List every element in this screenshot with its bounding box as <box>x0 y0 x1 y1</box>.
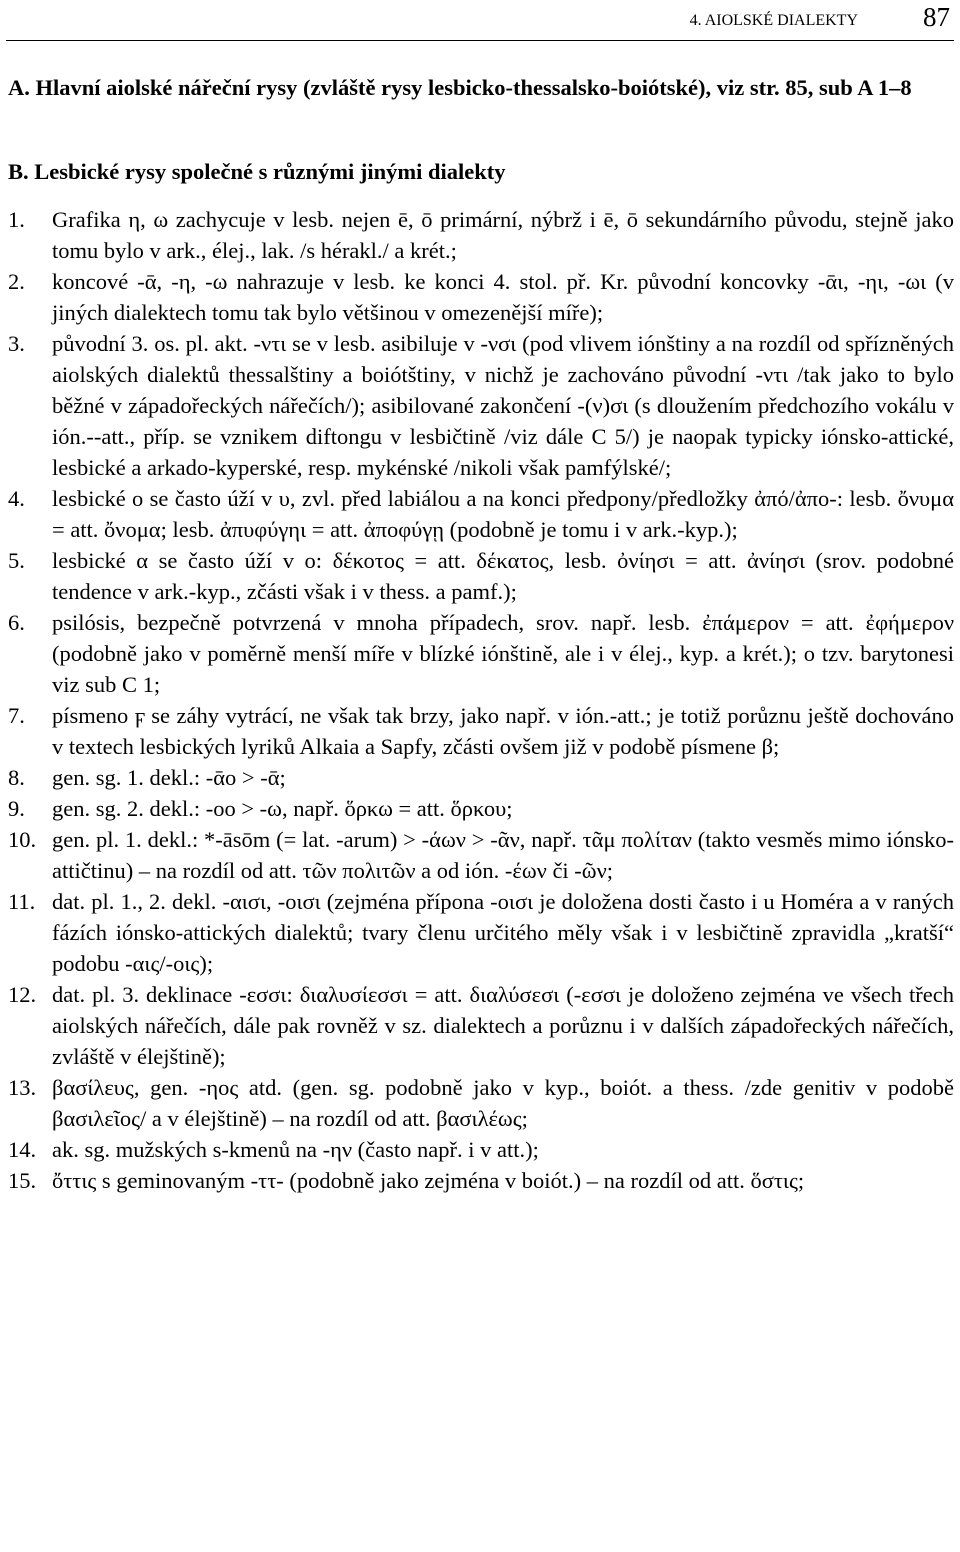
running-header <box>6 0 954 41</box>
feature-list <box>8 204 954 1196</box>
item-text: gen. sg. 2. dekl.: -οο > -ω, např. ὅρκω = att. ὅρκου; <box>52 796 513 821</box>
item-number: 12. <box>8 982 37 1007</box>
item-text: koncové -ᾱ, -η, -ω nahrazuje v lesb. ke konci 4. stol. př. Kr. původní koncovky -ᾱι, -ηι, -ωι (v jiných dialektech tomu tak bylo většinou v omezenější míře); <box>52 269 954 325</box>
item-text: lesbické ο se často úží v υ, zvl. před labiálou a na konci předpony/předložky ἀπό/ἀπο-: lesb. ὄνυμα = att. ὄνομα; lesb. ἀπυφύγηι = att. ἀποφύγῃ (podobně je tomu i v ark.-kyp.); <box>52 486 954 542</box>
list-item <box>8 607 954 700</box>
list-item <box>8 886 954 979</box>
item-number: 11. <box>8 889 36 914</box>
item-number: 9. <box>8 796 25 821</box>
item-text: ὄττις s geminovaným -ττ- (podobně jako zejména v boiót.) – na rozdíl od att. ὅστις; <box>52 1168 805 1193</box>
item-number: 4. <box>8 486 25 511</box>
item-text: dat. pl. 3. deklinace -εσσι: διαλυσίεσσι = att. διαλύσεσι (-εσσι je doloženo zejména ve všech třech aiolských nářečích, dále pak rovněž v sz. dialektech a porůznu i v dalších západořeckých nářečích, zvláště v élejštině); <box>52 982 954 1069</box>
item-number: 8. <box>8 765 25 790</box>
list-item <box>8 328 954 483</box>
list-item <box>8 483 954 545</box>
section-heading-a: A. Hlavní aiolské nářeční rysy (zvláště rysy lesbicko-thessalsko-boiótské), viz str. 85, sub A 1–8 <box>8 75 912 100</box>
item-text: původní 3. os. pl. akt. -ντι se v lesb. asibiluje v -νσι (pod vlivem iónštiny a na rozdíl od spřízněných aiolských dialektů thessalštiny a boiótštiny, v nichž je zachováno původní -ντι /tak jako to bylo běžné v západořeckých nářečích/); asibilované zakončení -(ν)σι (s dloužením předchozího vokálu v ión.--att., příp. se vznikem diftongu v lesbičtině /viz dále C 5/) je naopak typicky iónsko-attické, lesbické a arkado-kyperské, resp. mykénské /nikoli však pamfýlské/; <box>52 331 954 480</box>
item-text: βασίλευς, gen. -ηος atd. (gen. sg. podobně jako v kyp., boiót. a thess. /zde genitiv v podobě βασιλεῖος/ a v élejštině) – na rozdíl od att. βασιλέως; <box>52 1075 954 1131</box>
item-number: 3. <box>8 331 25 356</box>
list-item <box>8 204 954 266</box>
item-number: 7. <box>8 703 25 728</box>
item-number: 6. <box>8 610 25 635</box>
running-title: 4. AIOLSKÉ DIALEKTY <box>689 12 858 29</box>
list-item <box>8 545 954 607</box>
item-text: ak. sg. mužských s-kmenů na -ην (často např. i v att.); <box>52 1137 539 1162</box>
item-text: dat. pl. 1., 2. dekl. -αισι, -οισι (zejména přípona -οισι je doložena dosti často i u Homéra a v raných fázích iónsko-attických dialektů; tvary členu určitého měly však i v lesbičtině zpravidla „kratší“ podobu -αις/-οις); <box>52 889 954 976</box>
item-text: psilósis, bezpečně potvrzená v mnoha případech, srov. např. lesb. ἐπάμερον = att. ἐφήμερον (podobně jako v poměrně menší míře v blízké iónštině, ale i v élej., kyp. a krét.); o tzv. barytonesi viz sub C 1; <box>52 610 954 697</box>
item-number: 5. <box>8 548 25 573</box>
item-number: 2. <box>8 269 25 294</box>
item-number: 1. <box>8 207 25 232</box>
list-item <box>8 1165 954 1196</box>
item-number: 14. <box>8 1137 37 1162</box>
item-number: 15. <box>8 1168 37 1193</box>
list-item <box>8 700 954 762</box>
page-number: 87 <box>923 2 950 32</box>
section-heading-b: B. Lesbické rysy společné s různými jinými dialekty <box>8 159 506 184</box>
item-text: lesbické α se často úží v ο: δέκοτος = att. δέκατος, lesb. ὀνίησι = att. ἀνίησι (srov. podobné tendence v ark.-kyp., zčásti však i v thess. a pamf.); <box>52 548 954 604</box>
list-item <box>8 266 954 328</box>
list-item <box>8 793 954 824</box>
item-text: gen. pl. 1. dekl.: *-āsōm (= lat. -arum) > -άων > -ᾶν, např. τᾶμ πολίταν (takto vesměs mimo iónsko-attičtinu) – na rozdíl od att. τῶν πολιτῶν a od ión. -έων či -ῶν; <box>52 827 954 883</box>
item-text: písmeno ϝ se záhy vytrácí, ne však tak brzy, jako např. v ión.-att.; je totiž porůznu ještě dochováno v textech lesbických lyriků Alkaia a Sapfy, zčásti ovšem již v podobě písmene β; <box>52 703 954 759</box>
list-item <box>8 762 954 793</box>
list-item <box>8 1134 954 1165</box>
list-item <box>8 979 954 1072</box>
item-text: gen. sg. 1. dekl.: -ᾱο > -ᾱ; <box>52 765 286 790</box>
item-number: 13. <box>8 1075 37 1100</box>
item-number: 10. <box>8 827 37 852</box>
item-text: Grafika η, ω zachycuje v lesb. nejen ē, ō primární, nýbrž i ē, ō sekundárního původu, stejně jako tomu bylo v ark., élej., lak. /s hérakl./ a krét.; <box>52 207 954 263</box>
list-item <box>8 824 954 886</box>
list-item <box>8 1072 954 1134</box>
